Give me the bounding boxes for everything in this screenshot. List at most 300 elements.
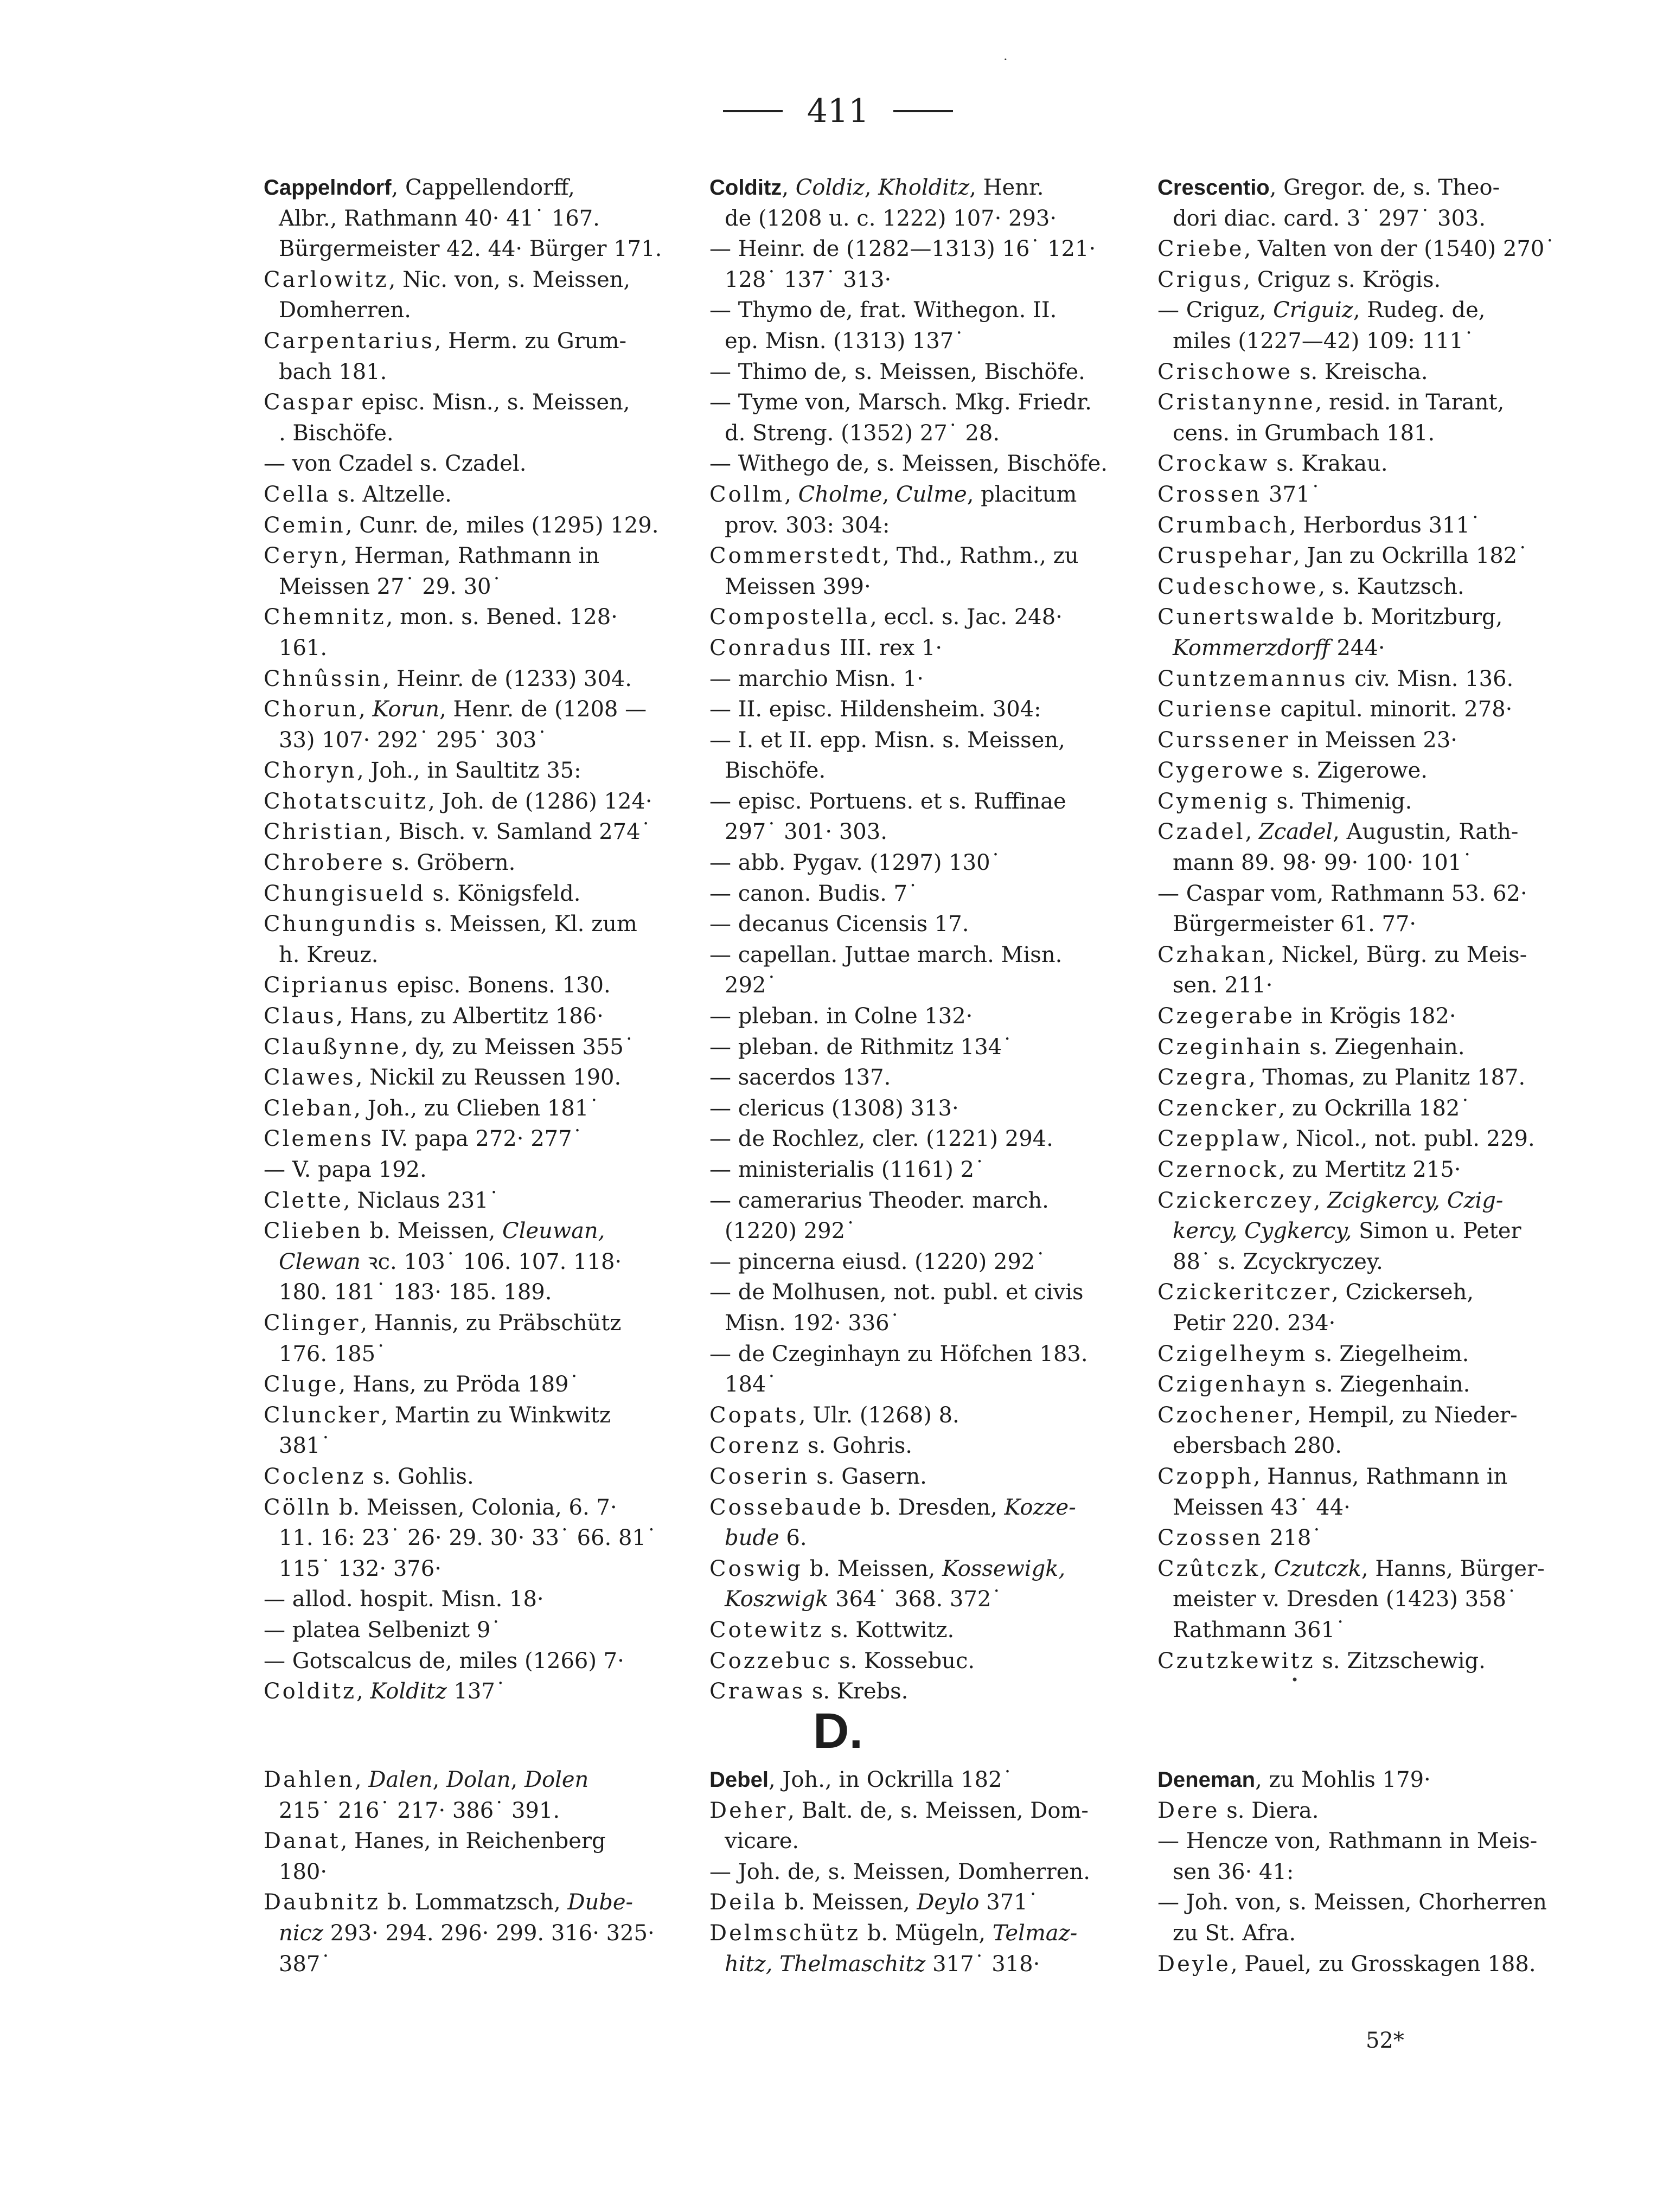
- header-rule-right: [893, 110, 953, 112]
- entry-text: ,: [784, 482, 798, 507]
- entry-text: — pleban. de Rithmitz 134˙: [709, 1034, 1013, 1060]
- entry-text: , Herbordus 311˙: [1289, 512, 1481, 538]
- index-entry: [1157, 786, 1575, 817]
- entry-text: Cymenig: [1157, 788, 1270, 814]
- index-entry: [1157, 1887, 1575, 1948]
- entry-text: s. Krakau.: [1269, 451, 1388, 477]
- entry-text: Czutzkewitz: [1157, 1648, 1315, 1674]
- entry-text: Dere: [1157, 1798, 1220, 1823]
- entry-text: s. Kreischa.: [1293, 359, 1428, 384]
- entry-text: Chnûssin: [264, 666, 383, 691]
- entry-text: Curssener: [1157, 727, 1290, 753]
- entry-text: , s. Kautzsch.: [1318, 574, 1464, 599]
- entry-text: s. Zitzschewig.: [1315, 1648, 1486, 1674]
- entry-text: , zu Ockrilla 182˙: [1278, 1095, 1471, 1121]
- entry-text: , Joh., in Ockrilla 182˙: [768, 1767, 1013, 1792]
- page-header: [0, 92, 1676, 130]
- entry-text: Chungisueld: [264, 881, 426, 906]
- entry-text: prov. 303: 304:: [725, 512, 890, 538]
- entry-text: , Rudeg. de,: [1353, 298, 1486, 323]
- entry-text: , Niclaus 231˙: [343, 1188, 500, 1213]
- entry-text: , dy, zu Meissen 355˙: [401, 1034, 635, 1060]
- entry-text: Cygerowe: [1157, 758, 1285, 784]
- index-column-c-left: [264, 172, 668, 1707]
- entry-text: bude: [725, 1525, 779, 1551]
- entry-text: in Krögis 182·: [1294, 1004, 1456, 1029]
- index-entry: [1157, 265, 1575, 296]
- entry-text: , Martin zu Winkwitz: [381, 1402, 611, 1428]
- section-letter-heading: D.: [813, 1703, 863, 1759]
- entry-text: in Meissen 23·: [1290, 727, 1458, 753]
- entry-text: Misn. 192· 336˙: [725, 1310, 900, 1336]
- entry-text: s. Meissen, Kl. zum: [417, 912, 637, 937]
- index-entry: [264, 664, 668, 695]
- index-entry: [1157, 1093, 1575, 1124]
- entry-text: Czhakan: [1157, 942, 1268, 967]
- entry-text: , Joh., in Saultitz 35:: [356, 758, 581, 784]
- entry-text: Delmschütz: [709, 1920, 861, 1946]
- entry-text: , Thomas, zu Planitz 187.: [1248, 1065, 1526, 1091]
- index-column-c-right: [1157, 172, 1575, 1676]
- index-entry: [709, 1062, 1114, 1093]
- entry-text: 293· 294. 296· 299. 316· 325·: [323, 1920, 655, 1946]
- entry-text: Claußynne: [264, 1034, 401, 1060]
- entry-text: 218˙: [1263, 1525, 1322, 1551]
- index-entry: [709, 786, 1114, 848]
- entry-text: Dalen: [368, 1767, 433, 1792]
- entry-text: ,: [1313, 1188, 1328, 1213]
- entry-text: Meissen 399·: [725, 574, 871, 599]
- entry-text: Cluncker: [264, 1402, 381, 1428]
- entry-text: Cudeschowe: [1157, 574, 1319, 599]
- entry-text: Cunertswalde: [1157, 605, 1336, 630]
- entry-text: — Withego de, s. Meissen, Bischöfe.: [709, 451, 1108, 477]
- entry-text: , Bisch. v. Samland 274˙: [385, 819, 651, 845]
- entry-text: Curiense: [1157, 697, 1274, 722]
- index-entry: [1157, 1646, 1575, 1677]
- entry-text: Cölln: [264, 1495, 332, 1520]
- entry-text: s. Ziegenhain.: [1302, 1034, 1465, 1060]
- entry-text: , Herman, Rathmann in: [340, 543, 600, 569]
- index-entry: [709, 1431, 1114, 1461]
- index-entry: [709, 879, 1114, 909]
- entry-text: Zcadel: [1259, 819, 1333, 845]
- index-entry: [709, 848, 1114, 879]
- entry-text: Cozzebuc: [709, 1648, 833, 1674]
- entry-text: episc. Bonens. 130.: [389, 973, 611, 998]
- index-entry: [709, 357, 1114, 388]
- index-entry: [709, 1461, 1114, 1492]
- index-entry: [264, 1093, 668, 1124]
- entry-text: — V. papa 192.: [264, 1157, 427, 1182]
- entry-headword: Crescentio: [1157, 176, 1270, 200]
- entry-text: 137˙: [446, 1679, 506, 1704]
- index-entry: [1157, 1461, 1575, 1523]
- index-entry: [264, 448, 668, 479]
- entry-text: , Gregor. de, s. Theo-: [1269, 175, 1500, 200]
- index-entry: [709, 1247, 1114, 1278]
- index-entry: [709, 1765, 1114, 1796]
- entry-text: 11. 16: 23˙ 26· 29. 30· 33˙ 66. 81˙: [279, 1525, 657, 1551]
- entry-text: Criguiz: [1273, 298, 1353, 323]
- entry-text: ebersbach 280.: [1173, 1433, 1342, 1459]
- index-entry: [264, 326, 668, 387]
- entry-text: , Henr. de (1208 —: [439, 697, 647, 722]
- index-entry: [264, 817, 668, 848]
- entry-text: 184˙: [725, 1372, 777, 1397]
- entry-text: , Hempil, zu Nieder-: [1294, 1402, 1518, 1428]
- entry-text: 387˙: [279, 1951, 331, 1977]
- entry-text: 180·: [279, 1859, 328, 1884]
- entry-text: Bürgermeister 42. 44· Bürger 171.: [279, 236, 662, 262]
- entry-text: Daubnitz: [264, 1890, 380, 1915]
- entry-text: , Hanns, Bürger-: [1361, 1556, 1545, 1581]
- entry-text: , Nicol., not. publ. 229.: [1282, 1126, 1535, 1152]
- entry-text: , placitum: [967, 482, 1077, 507]
- index-entry: [264, 1765, 668, 1826]
- index-entry: [1157, 1400, 1575, 1461]
- entry-text: Deila: [709, 1890, 778, 1915]
- entry-text: sen 36· 41:: [1173, 1859, 1294, 1884]
- index-column-c-middle: [709, 172, 1114, 1707]
- index-entry: [1157, 1155, 1575, 1185]
- index-entry: [1157, 1523, 1575, 1554]
- entry-text: 176. 185˙: [279, 1341, 387, 1367]
- entry-headword: Cappelndorf: [264, 176, 392, 200]
- entry-text: episc. Misn., s. Meissen,: [354, 390, 630, 415]
- entry-text: 128˙ 137˙ 313·: [725, 267, 892, 292]
- index-entry: [264, 541, 668, 602]
- entry-text: 88˙ s. Zcyckryczey.: [1173, 1249, 1383, 1274]
- index-entry: [709, 1339, 1114, 1400]
- entry-text: , Ulr. (1268) 8.: [798, 1402, 959, 1428]
- entry-text: Domherren.: [279, 298, 411, 323]
- entry-text: hitz, Thelmaschitz: [725, 1951, 926, 1977]
- entry-text: ,: [354, 1767, 369, 1792]
- entry-text: Kossewigk,: [942, 1556, 1066, 1581]
- index-entry: [709, 633, 1114, 664]
- entry-text: Deylo: [917, 1890, 980, 1915]
- entry-text: s. Thimenig.: [1269, 788, 1412, 814]
- entry-text: s. Kottwitz.: [823, 1617, 955, 1643]
- index-entry: [1157, 1277, 1575, 1338]
- index-entry: [1157, 694, 1575, 725]
- entry-text: Cleban: [264, 1095, 354, 1121]
- entry-text: Clinger: [264, 1310, 361, 1336]
- entry-text: , Henr.: [969, 175, 1044, 200]
- index-entry: [264, 265, 668, 326]
- entry-text: Danat: [264, 1829, 341, 1854]
- entry-text: Simon u. Peter: [1352, 1219, 1521, 1244]
- entry-text: Dube-: [567, 1890, 633, 1915]
- entry-text: , mon. s. Bened. 128· 161.: [279, 605, 618, 661]
- index-entry: [709, 1887, 1114, 1918]
- entry-text: Cemin: [264, 512, 346, 538]
- index-entry: [709, 1554, 1114, 1615]
- entry-text: , Herm. zu Grum-: [434, 328, 627, 354]
- entry-text: Crumbach: [1157, 512, 1290, 538]
- index-entry: [1157, 817, 1575, 878]
- entry-text: Czickerczey: [1157, 1188, 1314, 1213]
- entry-text: Czigenhayn: [1157, 1372, 1308, 1397]
- index-entry: [1157, 940, 1575, 1001]
- entry-text: Crossen: [1157, 482, 1262, 507]
- index-entry: [1157, 479, 1575, 510]
- entry-text: Cossebaude: [709, 1495, 863, 1520]
- entry-text: Bürgermeister 61. 77·: [1173, 912, 1417, 937]
- entry-text: ,: [356, 1679, 370, 1704]
- entry-text: Deyle: [1157, 1951, 1231, 1977]
- entry-text: Czernock: [1157, 1157, 1278, 1182]
- entry-text: Czadel: [1157, 819, 1245, 845]
- entry-text: Criebe: [1157, 236, 1244, 262]
- entry-text: Cleuwan,: [502, 1219, 605, 1244]
- entry-text: — I. et II. epp. Misn. s. Meissen,: [709, 727, 1065, 753]
- entry-text: Czeginhain: [1157, 1034, 1303, 1060]
- index-entry: [709, 602, 1114, 633]
- entry-text: Meissen 43˙ 44·: [1173, 1495, 1351, 1520]
- entry-text: mann 89. 98· 99· 100· 101˙: [1173, 850, 1473, 876]
- entry-text: b. Meissen,: [802, 1556, 942, 1581]
- entry-text: Clette: [264, 1188, 343, 1213]
- page-number: 411: [807, 92, 869, 130]
- entry-text: Dolen: [524, 1767, 589, 1792]
- entry-text: — sacerdos 137.: [709, 1065, 891, 1091]
- entry-text: Czegerabe: [1157, 1004, 1295, 1029]
- index-entry: [709, 1857, 1114, 1888]
- index-entry: [709, 448, 1114, 479]
- index-entry: [709, 295, 1114, 356]
- entry-text: — allod. hospit. Misn. 18·: [264, 1587, 544, 1612]
- entry-text: Chungundis: [264, 912, 418, 937]
- index-entry: [264, 510, 668, 541]
- speck-mark: ·: [1003, 52, 1008, 67]
- entry-text: — abb. Pygav. (1297) 130˙: [709, 850, 1001, 876]
- entry-text: , Hannis, zu Präbschütz: [360, 1310, 622, 1336]
- entry-text: Czopph: [1157, 1464, 1253, 1489]
- entry-text: . Bischöfe.: [279, 420, 394, 446]
- entry-text: Czossen: [1157, 1525, 1263, 1551]
- entry-text: b. Meissen, Colonia, 6. 7·: [332, 1495, 617, 1520]
- entry-text: — de Czeginhayn zu Höfchen 183.: [709, 1341, 1088, 1367]
- entry-text: kercy, Cygkercy,: [1173, 1219, 1352, 1244]
- index-entry: [1157, 1369, 1575, 1400]
- entry-text: Czigelheym: [1157, 1341, 1308, 1367]
- entry-text: Commerstedt: [709, 543, 883, 569]
- entry-text: Coclenz: [264, 1464, 366, 1489]
- index-entry: [264, 909, 668, 970]
- entry-text: , Joh. de (1286) 124·: [428, 788, 653, 814]
- entry-text: Czûtczk: [1157, 1556, 1261, 1581]
- index-entry: [709, 694, 1114, 725]
- header-rule-left: [723, 110, 783, 112]
- entry-text: , Augustin, Rath-: [1333, 819, 1519, 845]
- entry-text: , Nickil zu Reussen 190.: [355, 1065, 622, 1091]
- index-entry: [1157, 541, 1575, 572]
- entry-text: Coserin: [709, 1464, 810, 1489]
- entry-text: Conradus: [709, 635, 833, 661]
- index-entry: [264, 602, 668, 663]
- entry-text: Clieben: [264, 1219, 363, 1244]
- entry-text: Kommerzdorff: [1173, 635, 1330, 661]
- index-entry: [709, 1918, 1114, 1979]
- index-entry: [264, 1155, 668, 1185]
- entry-headword: Deneman: [1157, 1768, 1256, 1792]
- entry-text: Clewan: [279, 1249, 361, 1274]
- index-entry: [264, 1887, 668, 1979]
- entry-text: Rathmann 361˙: [1173, 1617, 1346, 1643]
- index-entry: [709, 1124, 1114, 1155]
- entry-text: — pincerna eiusd. (1220) 292˙: [709, 1249, 1046, 1274]
- entry-text: Czencker: [1157, 1095, 1278, 1121]
- entry-text: dori diac. card. 3˙ 297˙ 303.: [1173, 206, 1486, 231]
- index-entry: [264, 1369, 668, 1400]
- index-entry: [264, 479, 668, 510]
- entry-text: , Cunr. de, miles (1295) 129.: [345, 512, 659, 538]
- index-entry: [709, 1277, 1114, 1338]
- entry-text: bach 181.: [279, 359, 387, 384]
- entry-text: , Hannus, Rathmann in: [1253, 1464, 1508, 1489]
- index-entry: [1157, 664, 1575, 695]
- entry-text: Crockaw: [1157, 451, 1270, 477]
- index-column-d-right: [1157, 1765, 1575, 1979]
- entry-text: Cristanynne: [1157, 390, 1315, 415]
- entry-text: Kholditz: [878, 175, 970, 200]
- entry-text: Corenz: [709, 1433, 801, 1459]
- index-entry: [264, 694, 668, 755]
- entry-text: s. Ziegenhain.: [1308, 1372, 1470, 1397]
- entry-text: s. Altzelle.: [330, 482, 452, 507]
- index-entry: [709, 172, 1114, 234]
- entry-text: Cholme: [798, 482, 882, 507]
- entry-text: — Thymo de, frat. Withegon. II.: [709, 298, 1057, 323]
- entry-text: s. Gohris.: [801, 1433, 912, 1459]
- entry-text: de (1208 u. c. 1222) 107· 293·: [725, 206, 1057, 231]
- entry-text: — de Molhusen, not. publ. et civis: [709, 1280, 1084, 1305]
- index-entry: [1157, 725, 1575, 756]
- entry-text: Czegra: [1157, 1065, 1249, 1091]
- index-entry: [709, 1001, 1114, 1032]
- index-entry: [264, 786, 668, 817]
- index-entry: [264, 1646, 668, 1677]
- index-column-d-left: [264, 1765, 668, 1979]
- index-entry: [709, 1796, 1114, 1857]
- entry-text: Crigus: [1157, 267, 1244, 292]
- entry-text: ,: [510, 1767, 524, 1792]
- entry-text: Kozze-: [1004, 1495, 1076, 1520]
- entry-text: 6.: [779, 1525, 807, 1551]
- entry-text: Cella: [264, 482, 331, 507]
- entry-text: , Joh., zu Clieben 181˙: [354, 1095, 600, 1121]
- entry-text: Deher: [709, 1798, 788, 1823]
- entry-text: 215˙ 216˙ 217· 386˙ 391.: [279, 1798, 560, 1823]
- index-entry: [1157, 602, 1575, 663]
- entry-text: b. Meissen,: [777, 1890, 917, 1915]
- entry-text: Czickeritczer: [1157, 1280, 1332, 1305]
- index-entry: [264, 172, 668, 265]
- entry-text: Culme: [895, 482, 967, 507]
- entry-text: , zu Mertitz 215·: [1278, 1157, 1461, 1182]
- entry-text: 244·: [1329, 635, 1385, 661]
- entry-text: d. Streng. (1352) 27˙ 28.: [725, 420, 1000, 446]
- entry-text: Collm: [709, 482, 785, 507]
- entry-text: — de Rochlez, cler. (1221) 294.: [709, 1126, 1053, 1152]
- index-entry: [709, 909, 1114, 940]
- index-entry: [1157, 1339, 1575, 1370]
- entry-text: Telmaz-: [992, 1920, 1078, 1946]
- entry-text: III. rex 1·: [833, 635, 943, 661]
- entry-text: Clawes: [264, 1065, 356, 1091]
- entry-text: , resid. in Tarant,: [1315, 390, 1505, 415]
- entry-text: miles (1227—42) 109: 111˙: [1173, 328, 1474, 354]
- entry-text: b. Lommatzsch,: [380, 1890, 568, 1915]
- entry-text: , Pauel, zu Grosskagen 188.: [1230, 1951, 1536, 1977]
- entry-text: , Thd., Rathm., zu: [882, 543, 1079, 569]
- entry-text: s. Diera.: [1219, 1798, 1319, 1823]
- entry-text: , eccl. s. Jac. 248·: [870, 605, 1063, 630]
- index-entry: [709, 387, 1114, 448]
- index-entry: [264, 387, 668, 448]
- entry-text: b. Meissen,: [362, 1219, 502, 1244]
- entry-text: , Cappellendorff,: [391, 175, 575, 200]
- entry-text: nicz: [279, 1920, 324, 1946]
- entry-text: 371˙: [1262, 482, 1321, 507]
- entry-text: 364˙ 368. 372˙: [828, 1587, 1002, 1612]
- entry-text: — platea Selbenizt 9˙: [264, 1617, 502, 1643]
- entry-text: s. Gröbern.: [385, 850, 516, 876]
- entry-text: Colditz: [264, 1679, 357, 1704]
- entry-text: — canon. Budis. 7˙: [709, 881, 918, 906]
- entry-text: Korun: [372, 697, 440, 722]
- entry-text: — Caspar vom, Rathmann 53. 62·: [1157, 881, 1527, 906]
- entry-text: — decanus Cicensis 17.: [709, 912, 969, 937]
- index-entry: [264, 1185, 668, 1216]
- entry-text: Czepplaw: [1157, 1126, 1282, 1152]
- entry-text: Caspar: [264, 390, 355, 415]
- index-entry: [1157, 1796, 1575, 1826]
- index-entry: [264, 1584, 668, 1615]
- entry-text: ,: [359, 697, 373, 722]
- entry-text: — Criguz,: [1157, 298, 1274, 323]
- index-entry: [264, 1216, 668, 1308]
- entry-text: Dahlen: [264, 1767, 355, 1792]
- entry-text: s. Gohlis.: [366, 1464, 474, 1489]
- entry-text: — pleban. in Colne 132·: [709, 1004, 973, 1029]
- index-entry: [709, 725, 1114, 786]
- entry-text: s. Gasern.: [809, 1464, 927, 1489]
- index-entry: [1157, 1765, 1575, 1796]
- index-entry: [1157, 1124, 1575, 1155]
- signature-mark: 52*: [1366, 2028, 1404, 2053]
- index-entry: [264, 848, 668, 879]
- entry-text: IV. papa 272· 277˙: [373, 1126, 583, 1152]
- index-entry: [1157, 1826, 1575, 1887]
- entry-text: zu St. Afra.: [1173, 1920, 1296, 1946]
- index-entry: [1157, 1949, 1575, 1980]
- entry-text: — Tyme von, Marsch. Mkg. Friedr.: [709, 390, 1092, 415]
- entry-text: Cruspehar: [1157, 543, 1294, 569]
- entry-text: Cotewitz: [709, 1617, 824, 1643]
- index-entry: [264, 1001, 668, 1032]
- index-entry: [1157, 1185, 1575, 1278]
- entry-text: Zcigkercy, Czig-: [1327, 1188, 1504, 1213]
- entry-text: , Valten von der (1540) 270˙: [1244, 236, 1556, 262]
- index-entry: [264, 1032, 668, 1063]
- entry-text: b. Mügeln,: [860, 1920, 993, 1946]
- entry-text: — clericus (1308) 313·: [709, 1095, 959, 1121]
- entry-text: Chrobere: [264, 850, 385, 876]
- index-entry: [1157, 510, 1575, 541]
